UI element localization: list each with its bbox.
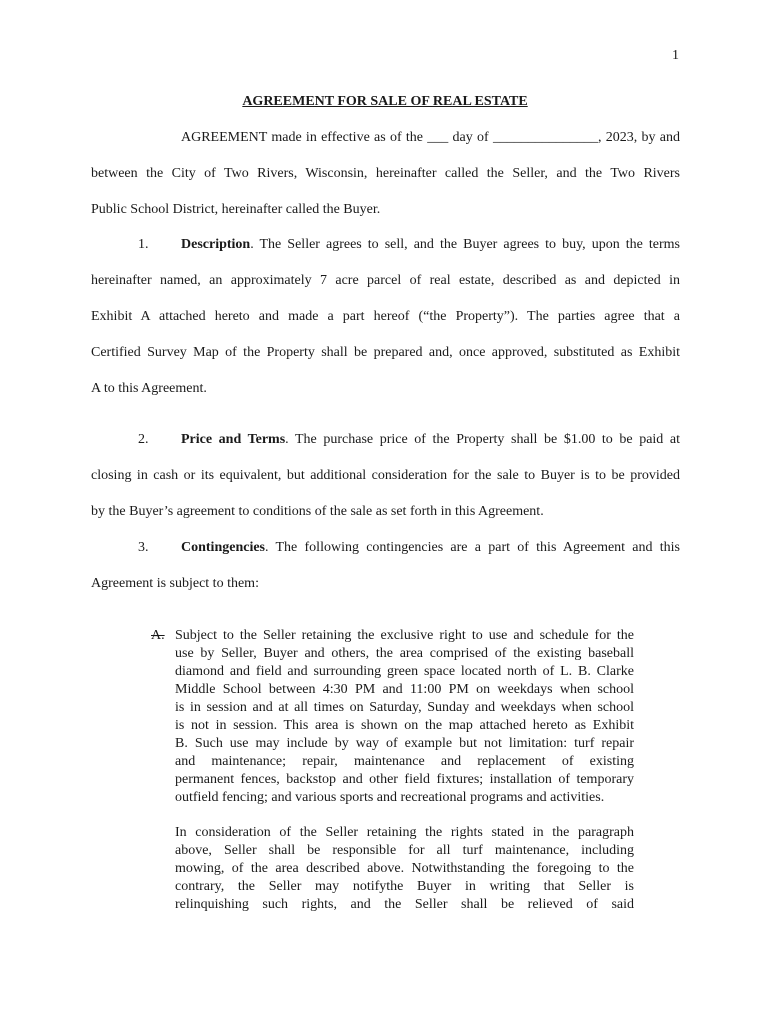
subsection-line: is not in session. This area is shown on the map attached hereto as Exhibit bbox=[175, 718, 634, 733]
subsection-line: above, Seller shall be responsible for all turf maintenance, including bbox=[175, 843, 634, 858]
subsection-line: outfield fencing; and various sports and recreational programs and activities. bbox=[175, 790, 605, 805]
subsection-a-continuation bbox=[175, 824, 634, 914]
intro-paragraph bbox=[91, 120, 680, 228]
section-line: Exhibit A attached hereto and made a part hereof (“the Property”). The parties agree that a bbox=[91, 309, 680, 324]
section-line: A to this Agreement. bbox=[91, 381, 207, 396]
section-line: 2. Price and Terms. The purchase price of the Property shall be $1.00 to be paid at bbox=[91, 422, 680, 458]
section-1-description bbox=[91, 227, 680, 407]
document-title: AGREEMENT FOR SALE OF REAL ESTATE bbox=[242, 94, 528, 109]
subsection-label: A. bbox=[151, 628, 165, 643]
subsection-line: diamond and field and surrounding green space located north of L. B. Clarke bbox=[175, 664, 634, 679]
section-line: 1. Description. The Seller agrees to sell, and the Buyer agrees to buy, upon the terms bbox=[91, 227, 680, 263]
section-line: hereinafter named, an approximately 7 acre parcel of real estate, described as and depicted in bbox=[91, 273, 680, 288]
intro-line: between the City of Two Rivers, Wisconsin, hereinafter called the Seller, and the Two Rivers bbox=[91, 166, 680, 181]
section-line: closing in cash or its equivalent, but additional consideration for the sale to Buyer is to be provided bbox=[91, 468, 680, 483]
section-line: Agreement is subject to them: bbox=[91, 576, 259, 591]
section-3-contingencies bbox=[91, 530, 680, 602]
section-line: Certified Survey Map of the Property shall be prepared and, once approved, substituted as Exhibit bbox=[91, 345, 680, 360]
subsection-line: is in session and at all times on Saturday, Sunday and weekdays when school bbox=[175, 700, 634, 715]
intro-line: Public School District, hereinafter called the Buyer. bbox=[91, 202, 381, 217]
intro-line: AGREEMENT made in effective as of the ___ day of _______________, 2023, by and bbox=[181, 130, 680, 145]
subsection-line: Middle School between 4:30 PM and 11:00 PM on weekdays when school bbox=[175, 682, 634, 697]
section-2-price-terms bbox=[91, 422, 680, 530]
subsection-line: use by Seller, Buyer and others, the area comprised of the existing baseball bbox=[175, 646, 634, 661]
subsection-a bbox=[151, 627, 634, 807]
page-number: 1 bbox=[672, 48, 679, 63]
subsection-line: In consideration of the Seller retaining the rights stated in the paragraph bbox=[175, 825, 634, 840]
section-number: 2. bbox=[138, 432, 149, 447]
section-line: 3. Contingencies. The following contingencies are a part of this Agreement and this bbox=[91, 530, 680, 566]
section-heading: Price and Terms bbox=[181, 432, 286, 447]
subsection-line: relinquishing such rights, and the Seller shall be relieved of said bbox=[175, 897, 634, 912]
section-heading: Contingencies bbox=[181, 540, 265, 555]
section-number: 1. bbox=[138, 237, 149, 252]
subsection-line: permanent fences, backstop and other field fixtures; installation of temporary bbox=[175, 772, 634, 787]
subsection-line: B. Such use may include by way of example but not limitation: turf repair bbox=[175, 736, 634, 751]
subsection-line: contrary, the Seller may notifythe Buyer in writing that Seller is bbox=[175, 879, 634, 894]
section-heading: Description bbox=[181, 237, 251, 252]
subsection-line: mowing, of the area described above. Notwithstanding the foregoing to the bbox=[175, 861, 634, 876]
section-line: by the Buyer’s agreement to conditions of the sale as set forth in this Agreement. bbox=[91, 504, 544, 519]
subsection-line: and maintenance; repair, maintenance and replacement of existing bbox=[175, 754, 634, 769]
subsection-a-text bbox=[175, 627, 634, 807]
section-number: 3. bbox=[138, 540, 149, 555]
subsection-line: Subject to the Seller retaining the exclusive right to use and schedule for the bbox=[175, 628, 634, 643]
